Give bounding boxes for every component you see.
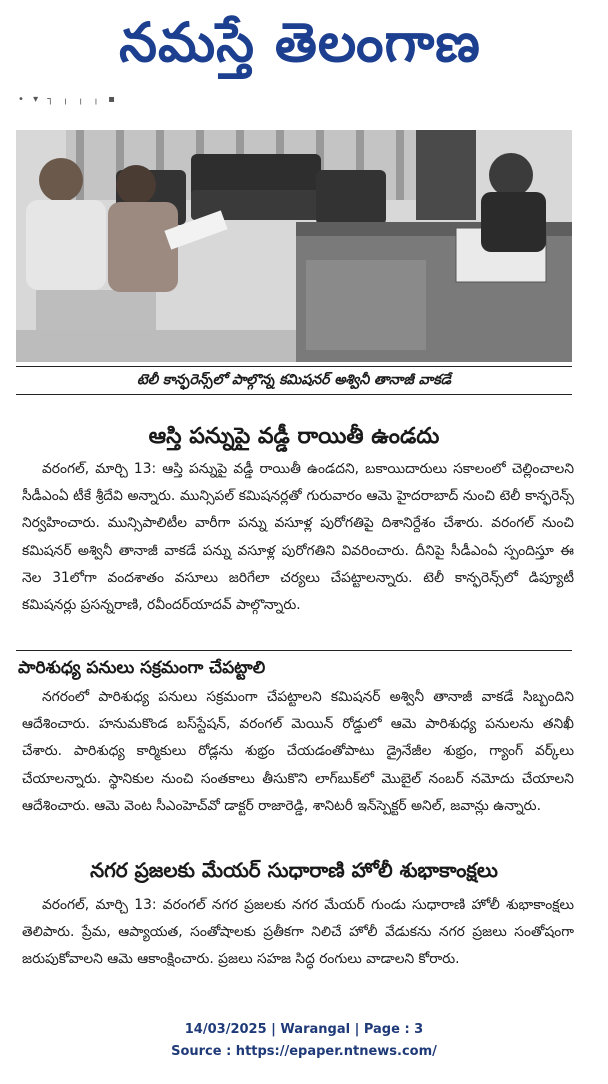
office-scene-illustration	[16, 130, 572, 362]
photo-caption: టెలీ కాన్ఫరెన్స్‌లో పాల్గొన్న కమిషనర్ అశ్వినీ తానాజీ వాకడే	[136, 372, 452, 388]
article-3-headline: నగర ప్రజలకు మేయర్ సుధారాణి హోలీ శుభాకాంక్షలు	[90, 858, 498, 882]
article-1-text: వరంగల్, మార్చి 13: ఆస్తి పన్నుపై వడ్డీ రాయితీ ఉండదని, బకాయిదారులు సకాలంలో చెల్లించాలని సీడీఎంఏ టీకే శ్రీదేవి అన్నారు. మున్సిపల్ కమిషనర్లతో గురువారం ఆమె హైదరాబాద్ నుంచి టెలీ కాన్ఫరెన్స్ నిర్వహించారు. మున్సిపాలిటీల వారీగా పన్ను వసూళ్ల పురోగతిపై దిశానిర్దేశం చేశారు. వరంగల్ నుంచి కమిషనర్ అశ్వినీ తానాజీ వాకడే పన్ను వసూళ్ల పురోగతిని వివరించారు. దీనిపై సీడీఎంఏ స్పందిస్తూ ఈ నెల 31లోగా వందశాతం వసూలు జరిగేలా చర్యలు చేపట్టాలన్నారు. టెలీ కాన్ఫరెన్స్‌లో డిప్యూటీ కమిషనర్లు ప్రసన్నరాణి, రవీందర్‌యాదవ్ పాల్గొన్నారు.	[22, 461, 574, 614]
masthead	[0, 0, 608, 92]
article-3-text: వరంగల్, మార్చి 13: వరంగల్ నగర ప్రజలకు నగర మేయర్ గుండు సుధారాణి హోలీ శుభాకాంక్షలు తెలిపారు. ప్రేమ, ఆప్యాయత, సంతోషాలకు ప్రతీకగా నిలిచే హోలీ వేడుకను నగర ప్రజలు సంతోషంగా జరుపుకోవాలని ఆమె ఆకాంక్షించారు. ప్రజలు సహజ సిద్ధ రంగులు వాడాలని కోరారు.	[22, 897, 574, 968]
article-2-text: నగరంలో పారిశుధ్య పనులు సక్రమంగా చేపట్టాలని కమిషనర్ అశ్వినీ తానాజీ వాకడే సిబ్బందిని ఆదేశించారు. హనుమకొండ బస్‌స్టేషన్, వరంగల్ మెయిన్ రోడ్డులో ఆమె పారిశుధ్య పనులను తనిఖీ చేశారు. పారిశుధ్య కార్మికులు రోడ్లను శుభ్రం చేయడంతోపాటు డ్రైనేజీల శుభ్రం, గ్యాంగ్ వర్క్‌లు చేయాలన్నారు. స్థానికుల నుంచి సంతకాలు తీసుకొని లాగ్‌బుక్‌లో మొబైల్ నంబర్ నమోదు చేయాలని ఆదేశించారు. ఆమె వెంట సీఎంహెచ్‌వో డాక్టర్ రాజారెడ్డి, శానిటరీ ఇన్‌స్పెక్టర్ అనిల్, జవాన్లు ఉన్నారు.	[22, 689, 574, 814]
footer-source-line: Source : https://epaper.ntnews.com/	[171, 1044, 437, 1059]
article-2-body	[22, 684, 574, 820]
dateline-strip: • ▾ ┐ ╷ ╷ ╷ ▪	[18, 94, 118, 105]
newspaper-logo: నమస్తే తెలంగాణ	[119, 11, 481, 74]
article-1-headline: ఆస్తి పన్నుపై వడ్డీ రాయితీ ఉండదు	[148, 424, 440, 449]
footer-date-line: 14/03/2025 | Warangal | Page : 3	[184, 1022, 424, 1037]
article-1-body	[22, 456, 574, 619]
section-divider	[16, 650, 572, 651]
article-photo	[16, 130, 572, 362]
caption-bottom-rule	[16, 394, 572, 395]
article-2-headline: పారిశుధ్య పనులు సక్రమంగా చేపట్టాలి	[18, 658, 266, 678]
caption-top-rule	[16, 366, 572, 367]
article-3-body	[22, 892, 574, 974]
